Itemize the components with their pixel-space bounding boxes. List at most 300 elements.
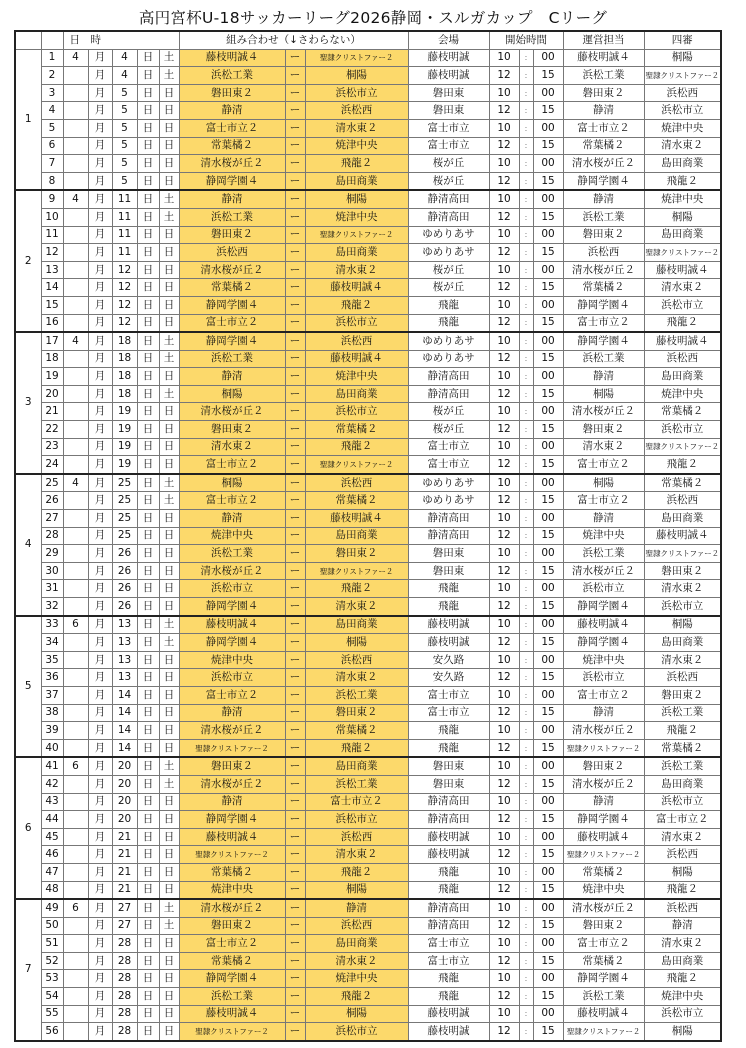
home-team: 富士市立２ [179,314,285,332]
time-colon: : [519,846,533,864]
operator-team: 浜松工業 [563,545,644,563]
versus-dash: ー [285,350,305,368]
venue: ゆめりあサ [408,474,489,492]
operator-team: 浜松市立 [563,669,644,687]
versus-dash: ー [285,102,305,120]
match-row [15,296,721,314]
away-team: 磐田東２ [305,704,408,722]
fourth-official-team: 島田商業 [644,634,721,652]
away-team: 清水東２ [305,846,408,864]
weekday: 日 [159,244,179,262]
versus-dash: ー [285,438,305,456]
match-number: 17 [41,332,63,350]
start-minute: 00 [533,510,563,528]
start-hour: 12 [489,1023,519,1041]
away-team: 浜松市立 [305,403,408,421]
match-row [15,456,721,474]
venue: 静清高田 [408,208,489,226]
fourth-official-team: 磐田東２ [644,562,721,580]
versus-dash: ー [285,811,305,829]
weekday: 土 [159,474,179,492]
day-value: 4 [112,49,137,67]
operator-team: 静清 [563,102,644,120]
versus-dash: ー [285,846,305,864]
home-team: 静清 [179,510,285,528]
day-unit: 日 [137,580,159,598]
start-minute: 15 [533,598,563,616]
versus-dash: ー [285,669,305,687]
day-value: 18 [112,350,137,368]
versus-dash: ー [285,279,305,297]
versus-dash: ー [285,562,305,580]
schedule-table [14,30,722,1042]
day-value: 11 [112,208,137,226]
month-value [63,952,88,970]
month-unit: 月 [88,669,112,687]
weekday: 日 [159,226,179,244]
home-team: 磐田東２ [179,917,285,935]
month-value [63,296,88,314]
month-value [63,350,88,368]
venue: 静清高田 [408,811,489,829]
month-unit: 月 [88,314,112,332]
start-hour: 12 [489,739,519,757]
versus-dash: ー [285,137,305,155]
home-team: 藤枝明誠４ [179,828,285,846]
match-number: 6 [41,137,63,155]
start-hour: 10 [489,686,519,704]
match-row [15,863,721,881]
start-minute: 00 [533,651,563,669]
home-team: 静清 [179,190,285,208]
home-team: 常葉橘２ [179,137,285,155]
start-hour: 12 [489,350,519,368]
weekday: 日 [159,598,179,616]
match-number: 44 [41,811,63,829]
weekday: 土 [159,67,179,85]
weekday: 日 [159,651,179,669]
start-minute: 00 [533,545,563,563]
versus-dash: ー [285,49,305,67]
weekday: 日 [159,279,179,297]
away-team: 島田商業 [305,616,408,634]
match-number: 37 [41,686,63,704]
month-unit: 月 [88,775,112,793]
month-value [63,545,88,563]
time-colon: : [519,545,533,563]
match-number: 52 [41,952,63,970]
start-hour: 12 [489,562,519,580]
venue: 磐田東 [408,775,489,793]
month-value [63,172,88,190]
month-unit: 月 [88,686,112,704]
start-minute: 00 [533,332,563,350]
month-unit: 月 [88,598,112,616]
away-team: 常葉橘２ [305,722,408,740]
start-hour: 12 [489,598,519,616]
month-value [63,261,88,279]
match-row [15,988,721,1006]
start-hour: 10 [489,651,519,669]
operator-team: 静清 [563,510,644,528]
month-unit: 月 [88,793,112,811]
venue: 富士市立 [408,137,489,155]
fourth-official-team: 焼津中央 [644,385,721,403]
venue: 藤枝明誠 [408,616,489,634]
match-row [15,1023,721,1041]
weekday: 日 [159,562,179,580]
venue: 藤枝明誠 [408,67,489,85]
start-minute: 15 [533,385,563,403]
match-number: 19 [41,368,63,386]
start-hour: 12 [489,952,519,970]
match-number: 43 [41,793,63,811]
venue: 藤枝明誠 [408,49,489,67]
month-value [63,527,88,545]
start-minute: 00 [533,722,563,740]
away-team: 浜松工業 [305,686,408,704]
fourth-official-team: 聖隷クリストファー２ [644,545,721,563]
weekday: 日 [159,84,179,102]
match-number: 34 [41,634,63,652]
venue: 富士市立 [408,686,489,704]
day-unit: 日 [137,757,159,775]
match-row [15,172,721,190]
start-minute: 00 [533,119,563,137]
operator-team: 清水桜が丘２ [563,155,644,173]
time-colon: : [519,757,533,775]
start-hour: 10 [489,863,519,881]
month-value [63,244,88,262]
versus-dash: ー [285,119,305,137]
day-value: 18 [112,368,137,386]
fourth-official-team: 聖隷クリストファー２ [644,438,721,456]
match-number: 46 [41,846,63,864]
versus-dash: ー [285,598,305,616]
day-value: 5 [112,84,137,102]
time-colon: : [519,456,533,474]
start-minute: 15 [533,988,563,1006]
versus-dash: ー [285,172,305,190]
day-value: 25 [112,510,137,528]
day-unit: 日 [137,438,159,456]
month-unit: 月 [88,811,112,829]
day-unit: 日 [137,296,159,314]
section-label: 1 [15,49,41,190]
fourth-official-team: 桐陽 [644,208,721,226]
match-row [15,492,721,510]
versus-dash: ー [285,456,305,474]
away-team: 富士市立２ [305,793,408,811]
time-colon: : [519,403,533,421]
weekday: 日 [159,828,179,846]
weekday: 日 [159,314,179,332]
versus-dash: ー [285,261,305,279]
start-minute: 00 [533,935,563,953]
month-value [63,562,88,580]
start-hour: 12 [489,137,519,155]
time-colon: : [519,686,533,704]
day-unit: 日 [137,881,159,899]
home-team: 聖隷クリストファー２ [179,739,285,757]
operator-team: 静清 [563,190,644,208]
fourth-official-team: 藤枝明誠４ [644,261,721,279]
operator-team: 清水桜が丘２ [563,722,644,740]
day-unit: 日 [137,704,159,722]
day-unit: 日 [137,527,159,545]
time-colon: : [519,1023,533,1041]
operator-team: 常葉橘２ [563,137,644,155]
start-minute: 15 [533,314,563,332]
venue: 磐田東 [408,757,489,775]
match-number: 54 [41,988,63,1006]
away-team: 浜松市立 [305,1023,408,1041]
page-title: 高円宮杯U-18サッカーリーグ2026静岡・スルガカップ Cリーグ [138,9,608,27]
day-value: 20 [112,757,137,775]
home-team: 焼津中央 [179,881,285,899]
home-team: 静岡学園４ [179,296,285,314]
versus-dash: ー [285,775,305,793]
venue: 静清高田 [408,385,489,403]
home-team: 富士市立２ [179,492,285,510]
match-row [15,385,721,403]
month-value: 4 [63,332,88,350]
month-unit: 月 [88,863,112,881]
fourth-official-team: 藤枝明誠４ [644,527,721,545]
venue: 飛龍 [408,296,489,314]
day-value: 11 [112,244,137,262]
month-value [63,137,88,155]
month-unit: 月 [88,67,112,85]
start-minute: 15 [533,492,563,510]
month-unit: 月 [88,102,112,120]
fourth-official-team: 島田商業 [644,226,721,244]
venue: 静清高田 [408,527,489,545]
month-value [63,438,88,456]
time-colon: : [519,102,533,120]
versus-dash: ー [285,757,305,775]
day-value: 14 [112,739,137,757]
operator-team: 浜松工業 [563,67,644,85]
start-hour: 12 [489,988,519,1006]
home-team: 聖隷クリストファー２ [179,1023,285,1041]
time-colon: : [519,722,533,740]
weekday: 日 [159,739,179,757]
home-team: 富士市立２ [179,935,285,953]
match-row [15,438,721,456]
operator-team: 静岡学園４ [563,598,644,616]
match-number: 49 [41,899,63,917]
start-hour: 10 [489,332,519,350]
operator-team: 聖隷クリストファー２ [563,1023,644,1041]
time-colon: : [519,155,533,173]
weekday: 土 [159,190,179,208]
match-number: 50 [41,917,63,935]
home-team: 静岡学園４ [179,598,285,616]
match-number: 14 [41,279,63,297]
weekday: 土 [159,350,179,368]
time-colon: : [519,935,533,953]
day-value: 21 [112,863,137,881]
fourth-official-team: 常葉橘２ [644,403,721,421]
operator-team: 磐田東２ [563,917,644,935]
away-team: 清水東２ [305,261,408,279]
home-team: 静清 [179,793,285,811]
venue: 静清高田 [408,190,489,208]
month-value [63,775,88,793]
start-minute: 15 [533,456,563,474]
month-value: 6 [63,899,88,917]
match-row [15,846,721,864]
versus-dash: ー [285,952,305,970]
month-unit: 月 [88,190,112,208]
match-number: 32 [41,598,63,616]
day-unit: 日 [137,828,159,846]
venue: 飛龍 [408,598,489,616]
time-colon: : [519,84,533,102]
weekday: 土 [159,775,179,793]
weekday: 日 [159,456,179,474]
time-colon: : [519,917,533,935]
fourth-official-team: 聖隷クリストファー２ [644,244,721,262]
start-hour: 12 [489,775,519,793]
match-row [15,757,721,775]
day-unit: 日 [137,332,159,350]
day-unit: 日 [137,226,159,244]
match-number: 38 [41,704,63,722]
match-row [15,510,721,528]
month-unit: 月 [88,545,112,563]
fourth-official-team: 島田商業 [644,775,721,793]
fourth-official-team: 焼津中央 [644,119,721,137]
start-minute: 00 [533,1005,563,1023]
match-number: 8 [41,172,63,190]
home-team: 浜松西 [179,244,285,262]
time-colon: : [519,314,533,332]
away-team: 清水東２ [305,119,408,137]
versus-dash: ー [285,368,305,386]
start-minute: 00 [533,155,563,173]
versus-dash: ー [285,226,305,244]
match-row [15,155,721,173]
month-unit: 月 [88,279,112,297]
day-unit: 日 [137,279,159,297]
versus-dash: ー [285,332,305,350]
start-minute: 00 [533,84,563,102]
start-hour: 12 [489,669,519,687]
start-minute: 15 [533,739,563,757]
day-value: 5 [112,172,137,190]
match-number: 48 [41,881,63,899]
day-unit: 日 [137,510,159,528]
operator-team: 富士市立２ [563,314,644,332]
start-minute: 15 [533,952,563,970]
versus-dash: ー [285,296,305,314]
day-value: 19 [112,403,137,421]
time-colon: : [519,598,533,616]
weekday: 日 [159,510,179,528]
month-value [63,935,88,953]
start-hour: 10 [489,261,519,279]
time-colon: : [519,811,533,829]
away-team: 聖隷クリストファー２ [305,49,408,67]
operator-team: 静岡学園４ [563,634,644,652]
start-hour: 12 [489,102,519,120]
month-value: 4 [63,49,88,67]
away-team: 浜松西 [305,102,408,120]
venue: ゆめりあサ [408,492,489,510]
start-hour: 10 [489,226,519,244]
home-team: 藤枝明誠４ [179,1005,285,1023]
away-team: 桐陽 [305,634,408,652]
versus-dash: ー [285,722,305,740]
day-unit: 日 [137,811,159,829]
home-team: 清水桜が丘２ [179,155,285,173]
day-unit: 日 [137,863,159,881]
month-unit: 月 [88,952,112,970]
day-unit: 日 [137,988,159,1006]
versus-dash: ー [285,314,305,332]
versus-dash: ー [285,492,305,510]
match-number: 4 [41,102,63,120]
day-unit: 日 [137,421,159,439]
home-team: 常葉橘２ [179,952,285,970]
away-team: 桐陽 [305,881,408,899]
match-number: 13 [41,261,63,279]
start-minute: 15 [533,279,563,297]
day-value: 20 [112,811,137,829]
start-minute: 15 [533,102,563,120]
month-unit: 月 [88,208,112,226]
month-unit: 月 [88,988,112,1006]
match-row [15,67,721,85]
time-colon: : [519,438,533,456]
versus-dash: ー [285,1023,305,1041]
day-value: 27 [112,899,137,917]
match-row [15,598,721,616]
time-colon: : [519,421,533,439]
month-value [63,917,88,935]
match-row [15,421,721,439]
venue: 藤枝明誠 [408,828,489,846]
versus-dash: ー [285,67,305,85]
schedule-body [15,49,721,1041]
venue: 飛龍 [408,970,489,988]
match-row [15,545,721,563]
fourth-official-team: 浜松市立 [644,1005,721,1023]
match-row [15,651,721,669]
weekday: 日 [159,988,179,1006]
month-unit: 月 [88,244,112,262]
month-unit: 月 [88,634,112,652]
venue: 安久路 [408,651,489,669]
away-team: 藤枝明誠４ [305,350,408,368]
operator-team: 静清 [563,368,644,386]
time-colon: : [519,669,533,687]
match-row [15,102,721,120]
fourth-official-team: 飛龍２ [644,881,721,899]
day-value: 19 [112,456,137,474]
start-minute: 00 [533,616,563,634]
day-unit: 日 [137,598,159,616]
start-minute: 00 [533,899,563,917]
month-value [63,1005,88,1023]
home-team: 清水東２ [179,438,285,456]
match-number: 5 [41,119,63,137]
header-blank [41,31,63,49]
month-value [63,492,88,510]
day-value: 19 [112,421,137,439]
